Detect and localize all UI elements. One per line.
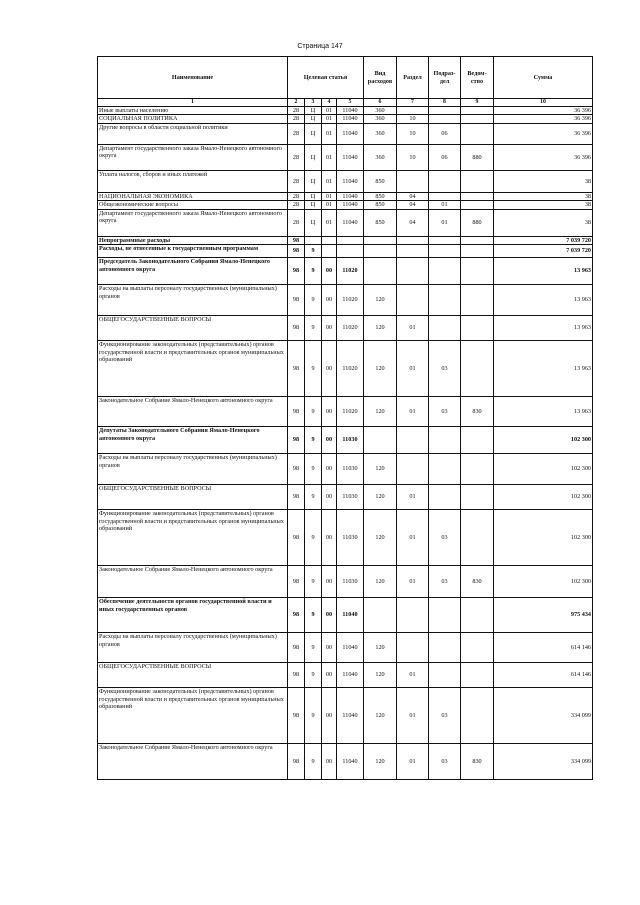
page-number: Страница 147 bbox=[297, 43, 343, 50]
table-row bbox=[98, 485, 593, 510]
subsection-cell bbox=[429, 427, 461, 454]
subsection-cell bbox=[429, 285, 461, 316]
department-cell bbox=[461, 245, 494, 258]
target-program-cell: 28 bbox=[288, 144, 305, 170]
target-subprogram-cell bbox=[305, 236, 322, 244]
subsection-cell: 03 bbox=[429, 341, 461, 397]
target-program-cell: 98 bbox=[288, 236, 305, 244]
sum-cell: 13 963 bbox=[494, 316, 593, 341]
expense-type-cell: 360 bbox=[364, 123, 397, 144]
table-row bbox=[98, 566, 593, 598]
target-item-cell: 11030 bbox=[337, 454, 364, 485]
target-group-cell: 01 bbox=[322, 192, 337, 200]
column-number: 6 bbox=[364, 99, 397, 107]
sum-cell: 614 146 bbox=[494, 633, 593, 663]
target-subprogram-cell: Ц bbox=[305, 170, 322, 192]
sum-cell: 36 396 bbox=[494, 115, 593, 123]
target-group-cell: 00 bbox=[322, 454, 337, 485]
target-group-cell: 00 bbox=[322, 633, 337, 663]
target-subprogram-cell: 9 bbox=[305, 285, 322, 316]
expense-type-cell bbox=[364, 245, 397, 258]
target-group-cell: 01 bbox=[322, 201, 337, 209]
target-item-cell: 11030 bbox=[337, 427, 364, 454]
sum-cell: 13 963 bbox=[494, 397, 593, 427]
sum-cell: 7 039 720 bbox=[494, 245, 593, 258]
subsection-cell bbox=[429, 236, 461, 244]
target-subprogram-cell: Ц bbox=[305, 115, 322, 123]
subsection-cell bbox=[429, 258, 461, 285]
target-subprogram-cell: 9 bbox=[305, 485, 322, 510]
row-name-cell: ОБЩЕГОСУДАРСТВЕННЫЕ ВОПРОСЫ bbox=[98, 316, 288, 341]
row-name-cell: Другие вопросы в области социальной политики bbox=[98, 123, 288, 144]
table-row bbox=[98, 258, 593, 285]
table-row bbox=[98, 316, 593, 341]
target-subprogram-cell: 9 bbox=[305, 633, 322, 663]
target-subprogram-cell: 9 bbox=[305, 510, 322, 566]
target-group-cell: 00 bbox=[322, 688, 337, 744]
table-row bbox=[98, 633, 593, 663]
department-cell: 880 bbox=[461, 209, 494, 236]
target-item-cell: 11040 bbox=[337, 115, 364, 123]
target-program-cell: 98 bbox=[288, 341, 305, 397]
department-cell: 830 bbox=[461, 566, 494, 598]
target-item-cell: 11020 bbox=[337, 341, 364, 397]
row-name-cell: Департамент государственного заказа Ямало-Ненецкого автономного округа bbox=[98, 209, 288, 236]
table-row bbox=[98, 744, 593, 780]
section-cell: 01 bbox=[397, 566, 429, 598]
subsection-cell bbox=[429, 485, 461, 510]
target-subprogram-cell: 9 bbox=[305, 688, 322, 744]
table-row bbox=[98, 285, 593, 316]
column-number: 8 bbox=[429, 99, 461, 107]
header-row bbox=[98, 57, 593, 99]
header-target-article: Целевая статья bbox=[288, 57, 364, 99]
target-subprogram-cell: 9 bbox=[305, 566, 322, 598]
table-row bbox=[98, 236, 593, 244]
target-subprogram-cell: 9 bbox=[305, 397, 322, 427]
expense-type-cell: 120 bbox=[364, 744, 397, 780]
table-row bbox=[98, 341, 593, 397]
target-program-cell: 98 bbox=[288, 744, 305, 780]
subsection-cell bbox=[429, 192, 461, 200]
table-body bbox=[98, 106, 593, 779]
subsection-cell bbox=[429, 663, 461, 688]
subsection-cell: 06 bbox=[429, 123, 461, 144]
section-cell: 01 bbox=[397, 316, 429, 341]
table-row bbox=[98, 427, 593, 454]
expense-type-cell: 850 bbox=[364, 192, 397, 200]
department-cell bbox=[461, 192, 494, 200]
target-group-cell: 00 bbox=[322, 316, 337, 341]
row-name-cell: Функционирование законодательных (представительных) органов государственной власти и представительных органов муниципальных образований bbox=[98, 341, 288, 397]
department-cell bbox=[461, 258, 494, 285]
section-cell bbox=[397, 598, 429, 633]
sum-cell: 102 300 bbox=[494, 566, 593, 598]
expense-type-cell: 120 bbox=[364, 316, 397, 341]
sum-cell: 102 300 bbox=[494, 427, 593, 454]
subsection-cell: 03 bbox=[429, 688, 461, 744]
target-subprogram-cell: 9 bbox=[305, 663, 322, 688]
sum-cell: 614 146 bbox=[494, 663, 593, 688]
department-cell bbox=[461, 316, 494, 341]
target-item-cell: 11040 bbox=[337, 192, 364, 200]
section-cell: 01 bbox=[397, 744, 429, 780]
department-cell bbox=[461, 123, 494, 144]
department-cell bbox=[461, 341, 494, 397]
sum-cell: 38 bbox=[494, 209, 593, 236]
column-number: 9 bbox=[461, 99, 494, 107]
sum-cell: 102 300 bbox=[494, 510, 593, 566]
department-cell bbox=[461, 115, 494, 123]
target-subprogram-cell: Ц bbox=[305, 209, 322, 236]
target-subprogram-cell: Ц bbox=[305, 192, 322, 200]
target-program-cell: 28 bbox=[288, 201, 305, 209]
target-program-cell: 98 bbox=[288, 454, 305, 485]
sum-cell: 36 396 bbox=[494, 106, 593, 114]
target-program-cell: 98 bbox=[288, 510, 305, 566]
target-item-cell: 11040 bbox=[337, 144, 364, 170]
row-name-cell: Уплата налогов, сборов и иных платежей bbox=[98, 170, 288, 192]
subsection-cell bbox=[429, 170, 461, 192]
expense-type-cell: 120 bbox=[364, 663, 397, 688]
header-subsection: Подраз-дел bbox=[429, 57, 461, 99]
target-subprogram-cell: Ц bbox=[305, 144, 322, 170]
section-cell bbox=[397, 245, 429, 258]
subsection-cell bbox=[429, 598, 461, 633]
department-cell bbox=[461, 236, 494, 244]
row-name-cell: Департамент государственного заказа Ямало-Ненецкого автономного округа bbox=[98, 144, 288, 170]
target-program-cell: 28 bbox=[288, 106, 305, 114]
section-cell: 10 bbox=[397, 144, 429, 170]
subsection-cell: 01 bbox=[429, 209, 461, 236]
target-program-cell: 98 bbox=[288, 316, 305, 341]
target-program-cell: 98 bbox=[288, 245, 305, 258]
department-cell bbox=[461, 633, 494, 663]
target-subprogram-cell: 9 bbox=[305, 341, 322, 397]
sum-cell: 102 300 bbox=[494, 485, 593, 510]
column-number-row bbox=[98, 99, 593, 107]
target-group-cell: 01 bbox=[322, 115, 337, 123]
target-program-cell: 28 bbox=[288, 209, 305, 236]
section-cell: 01 bbox=[397, 510, 429, 566]
expense-type-cell bbox=[364, 258, 397, 285]
target-subprogram-cell: Ц bbox=[305, 123, 322, 144]
row-name-cell: Расходы на выплаты персоналу государственных (муниципальных) органов bbox=[98, 633, 288, 663]
target-item-cell: 11040 bbox=[337, 106, 364, 114]
expense-type-cell: 120 bbox=[364, 688, 397, 744]
section-cell bbox=[397, 236, 429, 244]
target-subprogram-cell: Ц bbox=[305, 106, 322, 114]
section-cell bbox=[397, 170, 429, 192]
row-name-cell: Функционирование законодательных (представительных) органов государственной власти и представительных органов муниципальных образований bbox=[98, 688, 288, 744]
target-program-cell: 98 bbox=[288, 633, 305, 663]
row-name-cell: Обеспечение деятельности органов государственной власти и иных государственных органов bbox=[98, 598, 288, 633]
expense-type-cell: 120 bbox=[364, 485, 397, 510]
table-row bbox=[98, 115, 593, 123]
target-group-cell: 00 bbox=[322, 341, 337, 397]
target-program-cell: 98 bbox=[288, 485, 305, 510]
table-row bbox=[98, 123, 593, 144]
sum-cell: 13 963 bbox=[494, 258, 593, 285]
target-subprogram-cell: 9 bbox=[305, 316, 322, 341]
section-cell bbox=[397, 285, 429, 316]
target-program-cell: 98 bbox=[288, 688, 305, 744]
row-name-cell: Законодательное Собрание Ямало-Ненецкого автономного округа bbox=[98, 397, 288, 427]
row-name-cell: Иные выплаты населению bbox=[98, 106, 288, 114]
department-cell bbox=[461, 485, 494, 510]
table-row bbox=[98, 510, 593, 566]
section-cell: 01 bbox=[397, 688, 429, 744]
target-subprogram-cell: 9 bbox=[305, 258, 322, 285]
target-group-cell: 00 bbox=[322, 397, 337, 427]
section-cell: 04 bbox=[397, 201, 429, 209]
table-row bbox=[98, 201, 593, 209]
row-name-cell: ОБЩЕГОСУДАРСТВЕННЫЕ ВОПРОСЫ bbox=[98, 663, 288, 688]
target-item-cell: 11020 bbox=[337, 258, 364, 285]
section-cell bbox=[397, 633, 429, 663]
sum-cell: 13 963 bbox=[494, 285, 593, 316]
column-number: 2 bbox=[288, 99, 305, 107]
subsection-cell: 03 bbox=[429, 397, 461, 427]
department-cell bbox=[461, 598, 494, 633]
section-cell: 01 bbox=[397, 397, 429, 427]
target-group-cell: 00 bbox=[322, 510, 337, 566]
target-item-cell bbox=[337, 245, 364, 258]
subsection-cell: 01 bbox=[429, 201, 461, 209]
row-name-cell: Председатель Законодательного Собрания Ямало-Ненецкого автономного округа bbox=[98, 258, 288, 285]
section-cell bbox=[397, 258, 429, 285]
target-item-cell: 11040 bbox=[337, 663, 364, 688]
target-item-cell: 11030 bbox=[337, 566, 364, 598]
department-cell bbox=[461, 663, 494, 688]
target-group-cell: 00 bbox=[322, 663, 337, 688]
expense-type-cell: 120 bbox=[364, 285, 397, 316]
department-cell: 830 bbox=[461, 744, 494, 780]
header-department: Ведом-ство bbox=[461, 57, 494, 99]
target-item-cell: 11020 bbox=[337, 285, 364, 316]
target-group-cell: 00 bbox=[322, 427, 337, 454]
expense-type-cell: 120 bbox=[364, 454, 397, 485]
target-item-cell: 11040 bbox=[337, 744, 364, 780]
column-number: 3 bbox=[305, 99, 322, 107]
sum-cell: 975 434 bbox=[494, 598, 593, 633]
target-program-cell: 28 bbox=[288, 115, 305, 123]
target-program-cell: 98 bbox=[288, 397, 305, 427]
target-group-cell: 01 bbox=[322, 106, 337, 114]
table-row bbox=[98, 192, 593, 200]
subsection-cell bbox=[429, 106, 461, 114]
target-group-cell: 01 bbox=[322, 209, 337, 236]
target-group-cell: 00 bbox=[322, 744, 337, 780]
target-program-cell: 98 bbox=[288, 285, 305, 316]
target-item-cell: 11020 bbox=[337, 397, 364, 427]
sum-cell: 38 bbox=[494, 201, 593, 209]
expense-type-cell: 850 bbox=[364, 209, 397, 236]
department-cell bbox=[461, 510, 494, 566]
department-cell bbox=[461, 201, 494, 209]
row-name-cell: НАЦИОНАЛЬНАЯ ЭКОНОМИКА bbox=[98, 192, 288, 200]
subsection-cell: 03 bbox=[429, 566, 461, 598]
expense-type-cell: 120 bbox=[364, 510, 397, 566]
row-name-cell: Законодательное Собрание Ямало-Ненецкого автономного округа bbox=[98, 744, 288, 780]
row-name-cell: Расходы на выплаты персоналу государственных (муниципальных) органов bbox=[98, 454, 288, 485]
expense-type-cell: 850 bbox=[364, 201, 397, 209]
table-row bbox=[98, 209, 593, 236]
target-program-cell: 98 bbox=[288, 598, 305, 633]
target-item-cell: 11040 bbox=[337, 201, 364, 209]
target-group-cell: 01 bbox=[322, 123, 337, 144]
table-row bbox=[98, 454, 593, 485]
target-item-cell: 11040 bbox=[337, 598, 364, 633]
column-number: 4 bbox=[322, 99, 337, 107]
target-subprogram-cell: 9 bbox=[305, 454, 322, 485]
expense-type-cell: 120 bbox=[364, 341, 397, 397]
table-row bbox=[98, 106, 593, 114]
row-name-cell: Непрограммные расходы bbox=[98, 236, 288, 244]
sum-cell: 38 bbox=[494, 170, 593, 192]
section-cell bbox=[397, 454, 429, 485]
target-item-cell bbox=[337, 236, 364, 244]
expense-type-cell: 850 bbox=[364, 170, 397, 192]
header-section: Раздел bbox=[397, 57, 429, 99]
table-row bbox=[98, 170, 593, 192]
target-program-cell: 98 bbox=[288, 258, 305, 285]
expense-type-cell: 360 bbox=[364, 106, 397, 114]
section-cell: 01 bbox=[397, 341, 429, 397]
department-cell bbox=[461, 454, 494, 485]
row-name-cell: Законодательное Собрание Ямало-Ненецкого автономного округа bbox=[98, 566, 288, 598]
target-subprogram-cell: 9 bbox=[305, 744, 322, 780]
target-item-cell: 11040 bbox=[337, 688, 364, 744]
row-name-cell: СОЦИАЛЬНАЯ ПОЛИТИКА bbox=[98, 115, 288, 123]
expense-type-cell: 360 bbox=[364, 144, 397, 170]
target-item-cell: 11040 bbox=[337, 633, 364, 663]
expense-type-cell: 120 bbox=[364, 633, 397, 663]
section-cell: 10 bbox=[397, 115, 429, 123]
subsection-cell: 03 bbox=[429, 510, 461, 566]
section-cell bbox=[397, 106, 429, 114]
target-group-cell: 01 bbox=[322, 144, 337, 170]
sum-cell: 7 039 720 bbox=[494, 236, 593, 244]
subsection-cell bbox=[429, 245, 461, 258]
subsection-cell: 03 bbox=[429, 744, 461, 780]
column-number: 1 bbox=[98, 99, 288, 107]
column-number: 7 bbox=[397, 99, 429, 107]
expense-type-cell bbox=[364, 427, 397, 454]
target-group-cell: 00 bbox=[322, 285, 337, 316]
table-row bbox=[98, 144, 593, 170]
target-group-cell: 00 bbox=[322, 485, 337, 510]
department-cell bbox=[461, 427, 494, 454]
table-row bbox=[98, 245, 593, 258]
expense-type-cell: 120 bbox=[364, 566, 397, 598]
target-group-cell: 00 bbox=[322, 258, 337, 285]
budget-table bbox=[97, 56, 593, 780]
target-program-cell: 98 bbox=[288, 427, 305, 454]
section-cell: 04 bbox=[397, 209, 429, 236]
department-cell: 880 bbox=[461, 144, 494, 170]
target-program-cell: 98 bbox=[288, 663, 305, 688]
expense-type-cell: 120 bbox=[364, 397, 397, 427]
target-group-cell: 00 bbox=[322, 598, 337, 633]
row-name-cell: Расходы, не отнесенные к государственным программам bbox=[98, 245, 288, 258]
target-group-cell: 00 bbox=[322, 566, 337, 598]
subsection-cell bbox=[429, 316, 461, 341]
column-number: 10 bbox=[494, 99, 593, 107]
section-cell: 10 bbox=[397, 123, 429, 144]
subsection-cell bbox=[429, 115, 461, 123]
subsection-cell bbox=[429, 454, 461, 485]
subsection-cell bbox=[429, 633, 461, 663]
department-cell: 830 bbox=[461, 397, 494, 427]
target-item-cell: 11040 bbox=[337, 209, 364, 236]
header-expense-type: Вид расходов bbox=[364, 57, 397, 99]
target-group-cell bbox=[322, 236, 337, 244]
sum-cell: 13 963 bbox=[494, 341, 593, 397]
table-row bbox=[98, 397, 593, 427]
sum-cell: 36 396 bbox=[494, 144, 593, 170]
sum-cell: 102 300 bbox=[494, 454, 593, 485]
row-name-cell: Расходы на выплаты персоналу государственных (муниципальных) органов bbox=[98, 285, 288, 316]
section-cell: 01 bbox=[397, 485, 429, 510]
section-cell: 01 bbox=[397, 663, 429, 688]
target-item-cell: 11040 bbox=[337, 123, 364, 144]
section-cell: 04 bbox=[397, 192, 429, 200]
target-program-cell: 98 bbox=[288, 566, 305, 598]
target-item-cell: 11030 bbox=[337, 485, 364, 510]
target-program-cell: 28 bbox=[288, 192, 305, 200]
sum-cell: 334 099 bbox=[494, 744, 593, 780]
row-name-cell: ОБЩЕГОСУДАРСТВЕННЫЕ ВОПРОСЫ bbox=[98, 485, 288, 510]
target-program-cell: 28 bbox=[288, 170, 305, 192]
department-cell bbox=[461, 688, 494, 744]
row-name-cell: Депутаты Законодательного Собрания Ямало-Ненецкого автономного округа bbox=[98, 427, 288, 454]
target-subprogram-cell: 9 bbox=[305, 245, 322, 258]
department-cell bbox=[461, 285, 494, 316]
expense-type-cell bbox=[364, 236, 397, 244]
table-row bbox=[98, 598, 593, 633]
target-item-cell: 11020 bbox=[337, 316, 364, 341]
section-cell bbox=[397, 427, 429, 454]
table-row bbox=[98, 688, 593, 744]
sum-cell: 334 099 bbox=[494, 688, 593, 744]
expense-type-cell bbox=[364, 598, 397, 633]
department-cell bbox=[461, 170, 494, 192]
target-program-cell: 28 bbox=[288, 123, 305, 144]
subsection-cell: 06 bbox=[429, 144, 461, 170]
header-name: Наименование bbox=[98, 57, 288, 99]
sum-cell: 36 396 bbox=[494, 123, 593, 144]
target-group-cell: 01 bbox=[322, 170, 337, 192]
target-group-cell bbox=[322, 245, 337, 258]
column-number: 5 bbox=[337, 99, 364, 107]
row-name-cell: Общеэкономические вопросы bbox=[98, 201, 288, 209]
target-subprogram-cell: 9 bbox=[305, 598, 322, 633]
target-subprogram-cell: Ц bbox=[305, 201, 322, 209]
target-item-cell: 11040 bbox=[337, 170, 364, 192]
sum-cell: 38 bbox=[494, 192, 593, 200]
target-item-cell: 11030 bbox=[337, 510, 364, 566]
department-cell bbox=[461, 106, 494, 114]
row-name-cell: Функционирование законодательных (представительных) органов государственной власти и представительных органов муниципальных образований bbox=[98, 510, 288, 566]
target-subprogram-cell: 9 bbox=[305, 427, 322, 454]
header-sum: Сумма bbox=[494, 57, 593, 99]
table-row bbox=[98, 663, 593, 688]
expense-type-cell: 360 bbox=[364, 115, 397, 123]
